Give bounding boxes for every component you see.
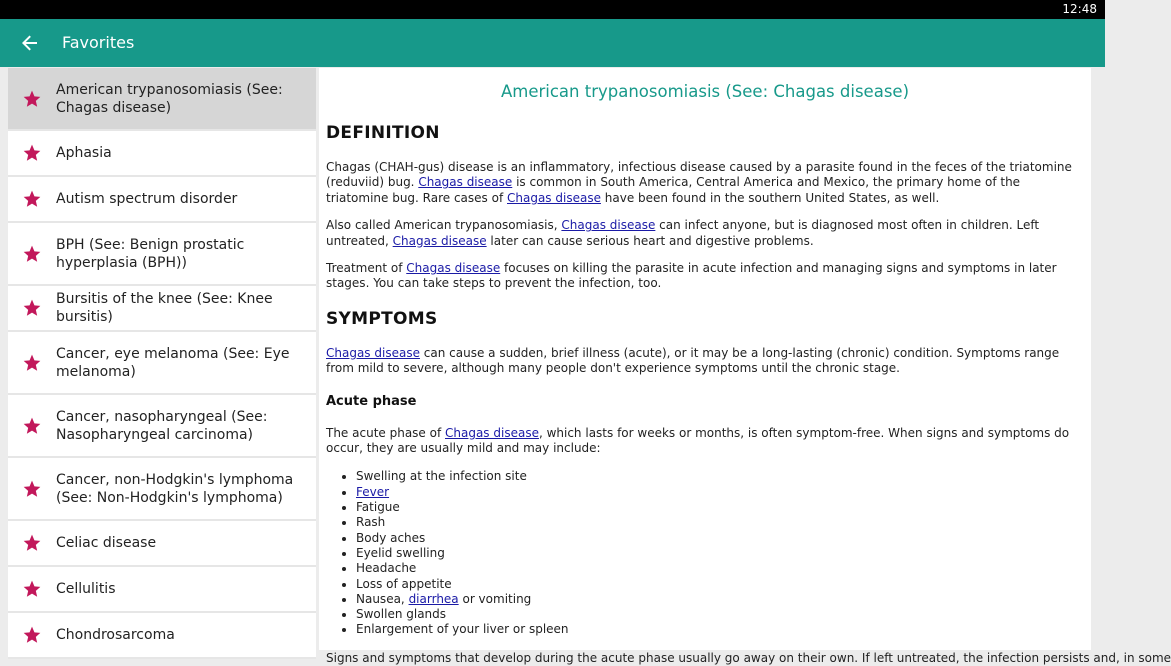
list-item: • Headache	[356, 561, 1084, 576]
chagas-link[interactable]: Chagas disease	[418, 175, 513, 190]
star-icon[interactable]	[8, 189, 56, 209]
status-time: 12:48	[1062, 2, 1097, 16]
favorite-label: Cellulitis	[56, 581, 116, 597]
list-item: • Swelling at the infection site	[356, 469, 1084, 484]
list-item: • Eyelid swelling	[356, 546, 1084, 561]
acute-phase-paragraph: The acute phase of Chagas disease, which lasts for weeks or months, is often symptom-free. When signs and symptoms do occur, they are usually mild and may include:	[326, 425, 1070, 456]
definition-paragraph: Chagas (CHAH-gus) disease is an inflammatory, infectious disease caused by a parasite found in the feces of the triatomine (reduviid) bug. Chagas disease is common in South America, Central America and Mexico, the primary home of the triatomine bug. Rare cases of Chagas disease have been found in the southern United States, as well.	[326, 160, 1072, 205]
chagas-link[interactable]: Chagas disease	[507, 190, 601, 205]
app-title: Favorites	[62, 33, 135, 52]
star-icon[interactable]	[8, 416, 56, 436]
star-icon[interactable]	[8, 479, 56, 499]
favorite-label: Autism spectrum disorder	[56, 191, 238, 207]
favorite-item[interactable]	[8, 68, 316, 131]
favorite-label: Cancer, nasopharyngeal (See: Nasopharyngeal carcinoma)	[56, 408, 268, 443]
favorite-item[interactable]	[8, 521, 316, 567]
favorite-item[interactable]	[8, 332, 316, 395]
favorite-item[interactable]	[8, 613, 316, 659]
favorite-label: Aphasia	[56, 145, 112, 161]
scrollbar[interactable]	[1096, 68, 1100, 650]
star-icon[interactable]	[8, 353, 56, 373]
favorites-list[interactable]	[8, 68, 316, 650]
chagas-link[interactable]: Chagas disease	[561, 218, 656, 233]
chagas-link[interactable]: Chagas disease	[445, 425, 539, 440]
favorite-item[interactable]	[8, 177, 316, 223]
favorite-item[interactable]	[8, 286, 316, 332]
chagas-link[interactable]: Chagas disease	[406, 261, 501, 276]
article-pane[interactable]	[319, 68, 1171, 665]
favorite-label: BPH (See: Benign prostatic hyperplasia (BPH))	[56, 236, 245, 271]
list-item: • Fatigue	[356, 500, 1084, 515]
symptoms-paragraph: Chagas disease can cause a sudden, brief illness (acute), or it may be a long-lasting (chronic) condition. Symptoms range from mild to severe, although many people don't experience symptoms until the chronic stage.	[326, 345, 1060, 376]
list-item: • Nausea, diarrhea or vomiting	[356, 592, 1084, 607]
diarrhea-link[interactable]: diarrhea	[408, 591, 459, 606]
chagas-link[interactable]: Chagas disease	[392, 233, 487, 248]
status-bar	[0, 0, 1105, 19]
definition-heading: DEFINITION	[326, 123, 440, 143]
favorite-label: American trypanosomiasis (See: Chagas disease)	[56, 81, 283, 116]
list-item: • Enlargement of your liver or spleen	[356, 622, 1084, 637]
list-item: • Rash	[356, 515, 1084, 530]
app-bar	[0, 19, 1105, 67]
star-icon[interactable]	[8, 298, 56, 318]
definition-paragraph: Treatment of Chagas disease focuses on killing the parasite in acute infection and managing signs and symptoms in later stages. You can take steps to prevent the infection, too.	[326, 261, 1057, 291]
favorite-item[interactable]	[8, 223, 316, 286]
star-icon[interactable]	[8, 625, 56, 645]
favorite-item[interactable]	[8, 458, 316, 521]
favorite-label: Chondrosarcoma	[56, 627, 175, 643]
fever-link[interactable]: Fever	[356, 484, 390, 499]
star-icon[interactable]	[8, 533, 56, 553]
favorite-item[interactable]	[8, 131, 316, 177]
star-icon[interactable]	[8, 579, 56, 599]
favorite-item[interactable]	[8, 567, 316, 613]
arrow-left-icon	[22, 35, 38, 51]
symptom-list	[356, 469, 1084, 637]
favorite-label: Cancer, non-Hodgkin's lymphoma (See: Non-Hodgkin's lymphoma)	[56, 471, 294, 506]
definition-paragraph: Also called American trypanosomiasis, Chagas disease can infect anyone, but is diagnosed most often in children. Left untreated, Chagas disease later can cause serious heart and digestive problems.	[326, 218, 1040, 248]
list-item: • Loss of appetite	[356, 577, 1084, 592]
favorite-item[interactable]	[8, 395, 316, 458]
back-button[interactable]	[16, 29, 44, 57]
chagas-link[interactable]: Chagas disease	[326, 345, 420, 360]
star-icon[interactable]	[8, 89, 56, 109]
list-item: • Body aches	[356, 531, 1084, 546]
symptoms-heading: SYMPTOMS	[326, 308, 438, 329]
acute-phase-heading: Acute phase	[326, 393, 417, 409]
star-icon[interactable]	[8, 143, 56, 163]
article-title: American trypanosomiasis (See: Chagas disease)	[500, 82, 910, 101]
closing-paragraph: Signs and symptoms that develop during the acute phase usually go away on their own. If left untreated, the infection persists and, in some	[326, 650, 1171, 665]
list-item: • Swollen glands	[356, 607, 1084, 622]
favorite-label: Bursitis of the knee (See: Knee bursitis)	[56, 291, 273, 325]
star-icon[interactable]	[8, 244, 56, 264]
list-item	[356, 485, 1084, 500]
favorite-label: Cancer, eye melanoma (See: Eye melanoma)	[56, 345, 290, 380]
favorite-label: Celiac disease	[56, 535, 157, 551]
